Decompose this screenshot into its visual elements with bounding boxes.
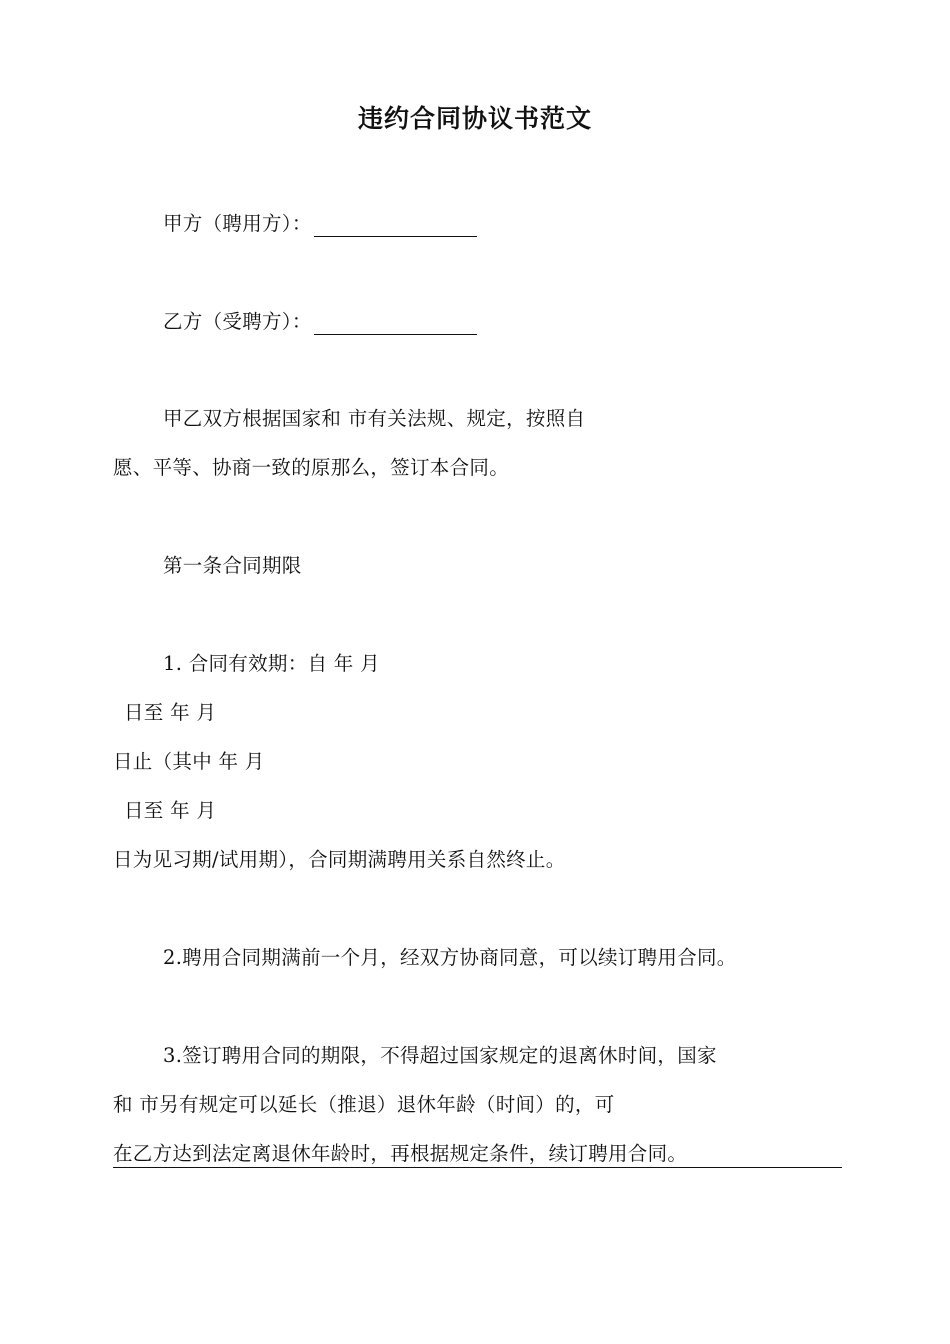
party-b-blank	[314, 314, 477, 335]
clause-3-line-3: 在乙方达到法定离退休年龄时，再根据规定条件，续订聘用合同。	[113, 1141, 842, 1168]
clause-1-line-5: 日为见习期/试用期），合同期满聘用关系自然终止。	[113, 848, 566, 871]
document-title: 违约合同协议书范文	[357, 104, 592, 133]
clause-3-line-2: 和 市另有规定可以延长（推退）退休年龄（时间）的，可	[113, 1093, 615, 1116]
clause-2: 2.聘用合同期满前一个月，经双方协商同意，可以续订聘用合同。	[163, 946, 737, 969]
clause-1-line-1: 1. 合同有效期：自 年 月	[163, 652, 380, 675]
clause-1-line-3: 日止（其中 年 月	[113, 750, 265, 773]
party-a-label: 甲方（聘用方）：	[163, 212, 312, 235]
preamble-line-2: 愿、平等、协商一致的原那么，签订本合同。	[113, 456, 510, 479]
party-b-line	[163, 309, 477, 335]
party-a-line	[163, 211, 477, 237]
clause-1-line-2: 日至 年 月	[124, 701, 217, 724]
clause-3-line-1: 3.签订聘用合同的期限，不得超过国家规定的退离休时间，国家	[163, 1044, 717, 1067]
article-1-heading: 第一条合同期限	[163, 554, 302, 577]
party-a-blank	[314, 216, 477, 237]
preamble-line-1: 甲乙双方根据国家和 市有关法规、规定，按照自	[163, 407, 586, 430]
party-b-label: 乙方（受聘方）：	[163, 310, 312, 333]
clause-1-line-4: 日至 年 月	[124, 799, 217, 822]
